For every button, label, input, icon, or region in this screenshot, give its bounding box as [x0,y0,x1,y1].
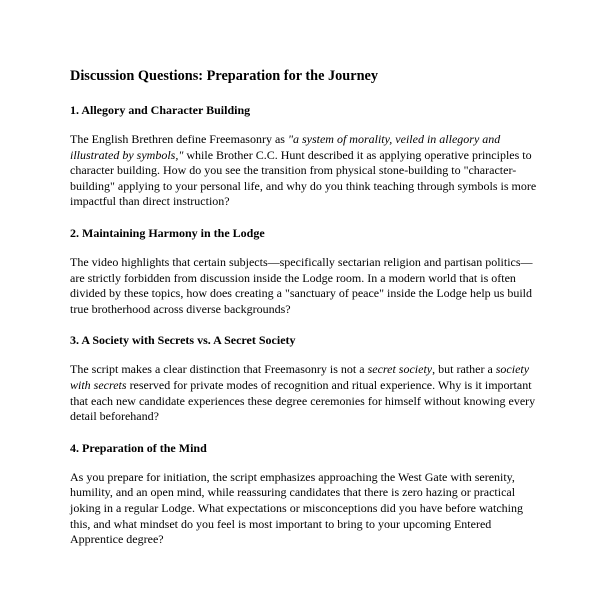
emphasis-text: secret society [367,362,433,377]
paragraph-line [70,132,538,148]
section-heading: 2. Maintaining Harmony in the Lodge [70,225,265,240]
paragraph-line: building" applying to your personal life, and why do you think teaching through symbols is more [70,178,537,193]
paragraph-line: Apprentice degree? [70,532,164,547]
paragraph-line [70,362,538,378]
paragraph-line: The video highlights that certain subjects—specifically sectarian religion and partisan politics— [70,254,533,269]
section-heading: 3. A Society with Secrets vs. A Secret Society [70,333,296,348]
section-paragraph [70,362,538,424]
paragraph-line: detail beforehand? [70,409,159,424]
paragraph-line: this, and what mindset do you feel is most important to bring to your upcoming Entered [70,516,492,531]
paragraph-line: impactful than direct instruction? [70,194,230,209]
section-paragraph [70,132,538,210]
paragraph-line: character building. How do you see the transition from physical stone-building to "character- [70,163,517,178]
section-heading: 1. Allegory and Character Building [70,103,251,117]
document-title: Discussion Questions: Preparation for the Journey [70,68,379,84]
text-run: , but rather a [432,362,496,377]
emphasis-text: society [495,362,530,377]
paragraph-line: true brotherhood across diverse backgrounds? [70,301,291,316]
quote-text: "a system of morality, veiled in allegory and [287,132,501,146]
section-harmony [70,226,538,317]
paragraph-line: are strictly forbidden from discussion inside the Lodge room. In a modern world that is often [70,270,516,285]
text-run: The script makes a clear distinction that Freemasonry is not a [70,362,368,377]
section-mind [70,441,538,548]
paragraph-line [70,378,538,394]
section-paragraph [70,255,538,317]
section-heading: 4. Preparation of the Mind [70,440,207,455]
section-secrets [70,333,538,424]
text-run: while Brother C.C. Hunt described it as applying operative principles to [183,147,532,162]
document-content [70,68,538,564]
text-run: The English Brethren define Freemasonry as [70,132,288,146]
paragraph-line: As you prepare for initiation, the script emphasizes approaching the West Gate with serenity, [70,469,515,484]
emphasis-text: with secrets [70,377,127,392]
quote-text: illustrated by symbols," [70,147,184,162]
paragraph-line: humility, and an open mind, while reassuring candidates that there is zero hazing or practical [70,485,516,500]
section-allegory [70,103,538,210]
paragraph-line [70,148,538,164]
text-run: reserved for private modes of recognition and ritual experience. Why is it important [126,377,532,392]
paragraph-line: that each new candidate experiences these degree ceremonies for himself without knowing every [70,393,536,408]
paragraph-line: joking in a regular Lodge. What expectations or misconceptions did you have before watching [70,500,523,515]
section-paragraph [70,470,538,548]
paragraph-line: divided by these topics, how does creating a "sanctuary of peace" inside the Lodge help us build [70,286,532,301]
